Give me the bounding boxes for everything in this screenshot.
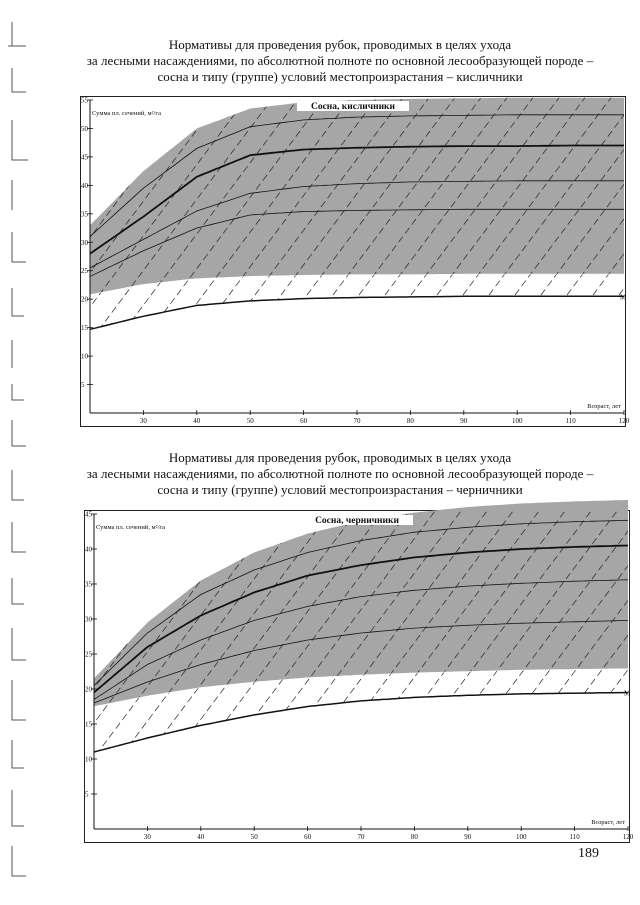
y-tick-label: 30 bbox=[85, 615, 92, 624]
y-tick-label: 40 bbox=[81, 181, 88, 190]
x-tick-label: 120 bbox=[618, 417, 630, 425]
y-tick-label: 15 bbox=[85, 720, 92, 729]
chart-kislichniki bbox=[80, 96, 630, 427]
x-tick-label: 80 bbox=[406, 417, 414, 425]
y-tick-label: 20 bbox=[81, 295, 88, 304]
minimum-curve bbox=[90, 296, 624, 329]
y-tick-label: 45 bbox=[81, 153, 88, 162]
heading-line: за лесными насаждениями, по абсолютной полноте по основной лесообразующей породе – bbox=[86, 53, 594, 68]
x-tick-label: 90 bbox=[464, 833, 472, 841]
x-tick-label: 90 bbox=[460, 417, 468, 425]
hatch-line bbox=[624, 96, 640, 427]
y-axis-label: Сумма пл. сечений, м²/га bbox=[92, 110, 161, 117]
y-tick-label: 30 bbox=[81, 238, 88, 247]
y-tick-label: 35 bbox=[81, 210, 88, 219]
y-tick-label: 10 bbox=[81, 352, 88, 361]
chart-title: Сосна, черничники bbox=[315, 516, 399, 526]
x-tick-label: 110 bbox=[565, 417, 576, 425]
x-tick-label: 30 bbox=[139, 417, 147, 425]
x-tick-label: 80 bbox=[410, 833, 418, 841]
x-tick-label: 110 bbox=[569, 833, 580, 841]
x-tick-label: 70 bbox=[353, 417, 361, 425]
x-tick-label: 100 bbox=[515, 833, 527, 841]
chart-title: Сосна, кисличники bbox=[310, 102, 396, 112]
x-tick-label: 40 bbox=[193, 417, 201, 425]
heading-line: за лесными насаждениями, по абсолютной полноте по основной лесообразующей породе – bbox=[86, 466, 594, 481]
heading-line: сосна и типу (группе) условий местопроизрастания – кисличники bbox=[157, 69, 523, 84]
x-tick-label: 70 bbox=[357, 833, 365, 841]
y-tick-label: 5 bbox=[85, 790, 89, 799]
y-tick-label: 20 bbox=[85, 685, 92, 694]
y-tick-label: 55 bbox=[81, 96, 88, 105]
y-tick-label: 50 bbox=[81, 124, 88, 133]
y-tick-label: 5 bbox=[81, 381, 85, 390]
x-tick-label: 60 bbox=[300, 417, 308, 425]
heading-line: Нормативы для проведения рубок, проводимых в целях ухода bbox=[168, 37, 512, 52]
chart-svg bbox=[84, 510, 634, 843]
x-tick-label: 30 bbox=[143, 833, 151, 841]
x-tick-label: 60 bbox=[304, 833, 312, 841]
x-axis-label: Возраст, лет bbox=[587, 403, 621, 410]
x-axis-label: Возраст, лет bbox=[591, 819, 625, 826]
y-tick-label: 25 bbox=[81, 267, 88, 276]
page-number: 189 bbox=[578, 846, 599, 861]
heading-line: сосна и типу (группе) условий местопроизрастания – черничники bbox=[157, 482, 523, 497]
heading-kislichniki bbox=[60, 37, 620, 85]
y-tick-label: 15 bbox=[81, 324, 88, 333]
x-tick-label: 120 bbox=[622, 833, 634, 841]
x-tick-label: 40 bbox=[197, 833, 205, 841]
minimum-curve bbox=[94, 693, 628, 753]
chart-chernichniki bbox=[84, 510, 634, 843]
heading-chernichniki bbox=[60, 450, 620, 498]
y-tick-label: 40 bbox=[85, 545, 92, 554]
minimum-curve-label: М bbox=[620, 293, 627, 302]
binding-edge-marks bbox=[0, 0, 40, 905]
minimum-curve-label: М bbox=[624, 689, 631, 698]
x-tick-label: 50 bbox=[246, 417, 254, 425]
chart-svg bbox=[80, 96, 630, 427]
y-tick-label: 35 bbox=[85, 580, 92, 589]
y-tick-label: 10 bbox=[85, 755, 92, 764]
x-tick-label: 50 bbox=[250, 833, 258, 841]
x-tick-label: 100 bbox=[511, 417, 523, 425]
heading-line: Нормативы для проведения рубок, проводимых в целях ухода bbox=[168, 450, 512, 465]
y-tick-label: 25 bbox=[85, 650, 92, 659]
y-axis-label: Сумма пл. сечений, м²/га bbox=[96, 524, 165, 531]
y-tick-label: 45 bbox=[85, 510, 92, 519]
